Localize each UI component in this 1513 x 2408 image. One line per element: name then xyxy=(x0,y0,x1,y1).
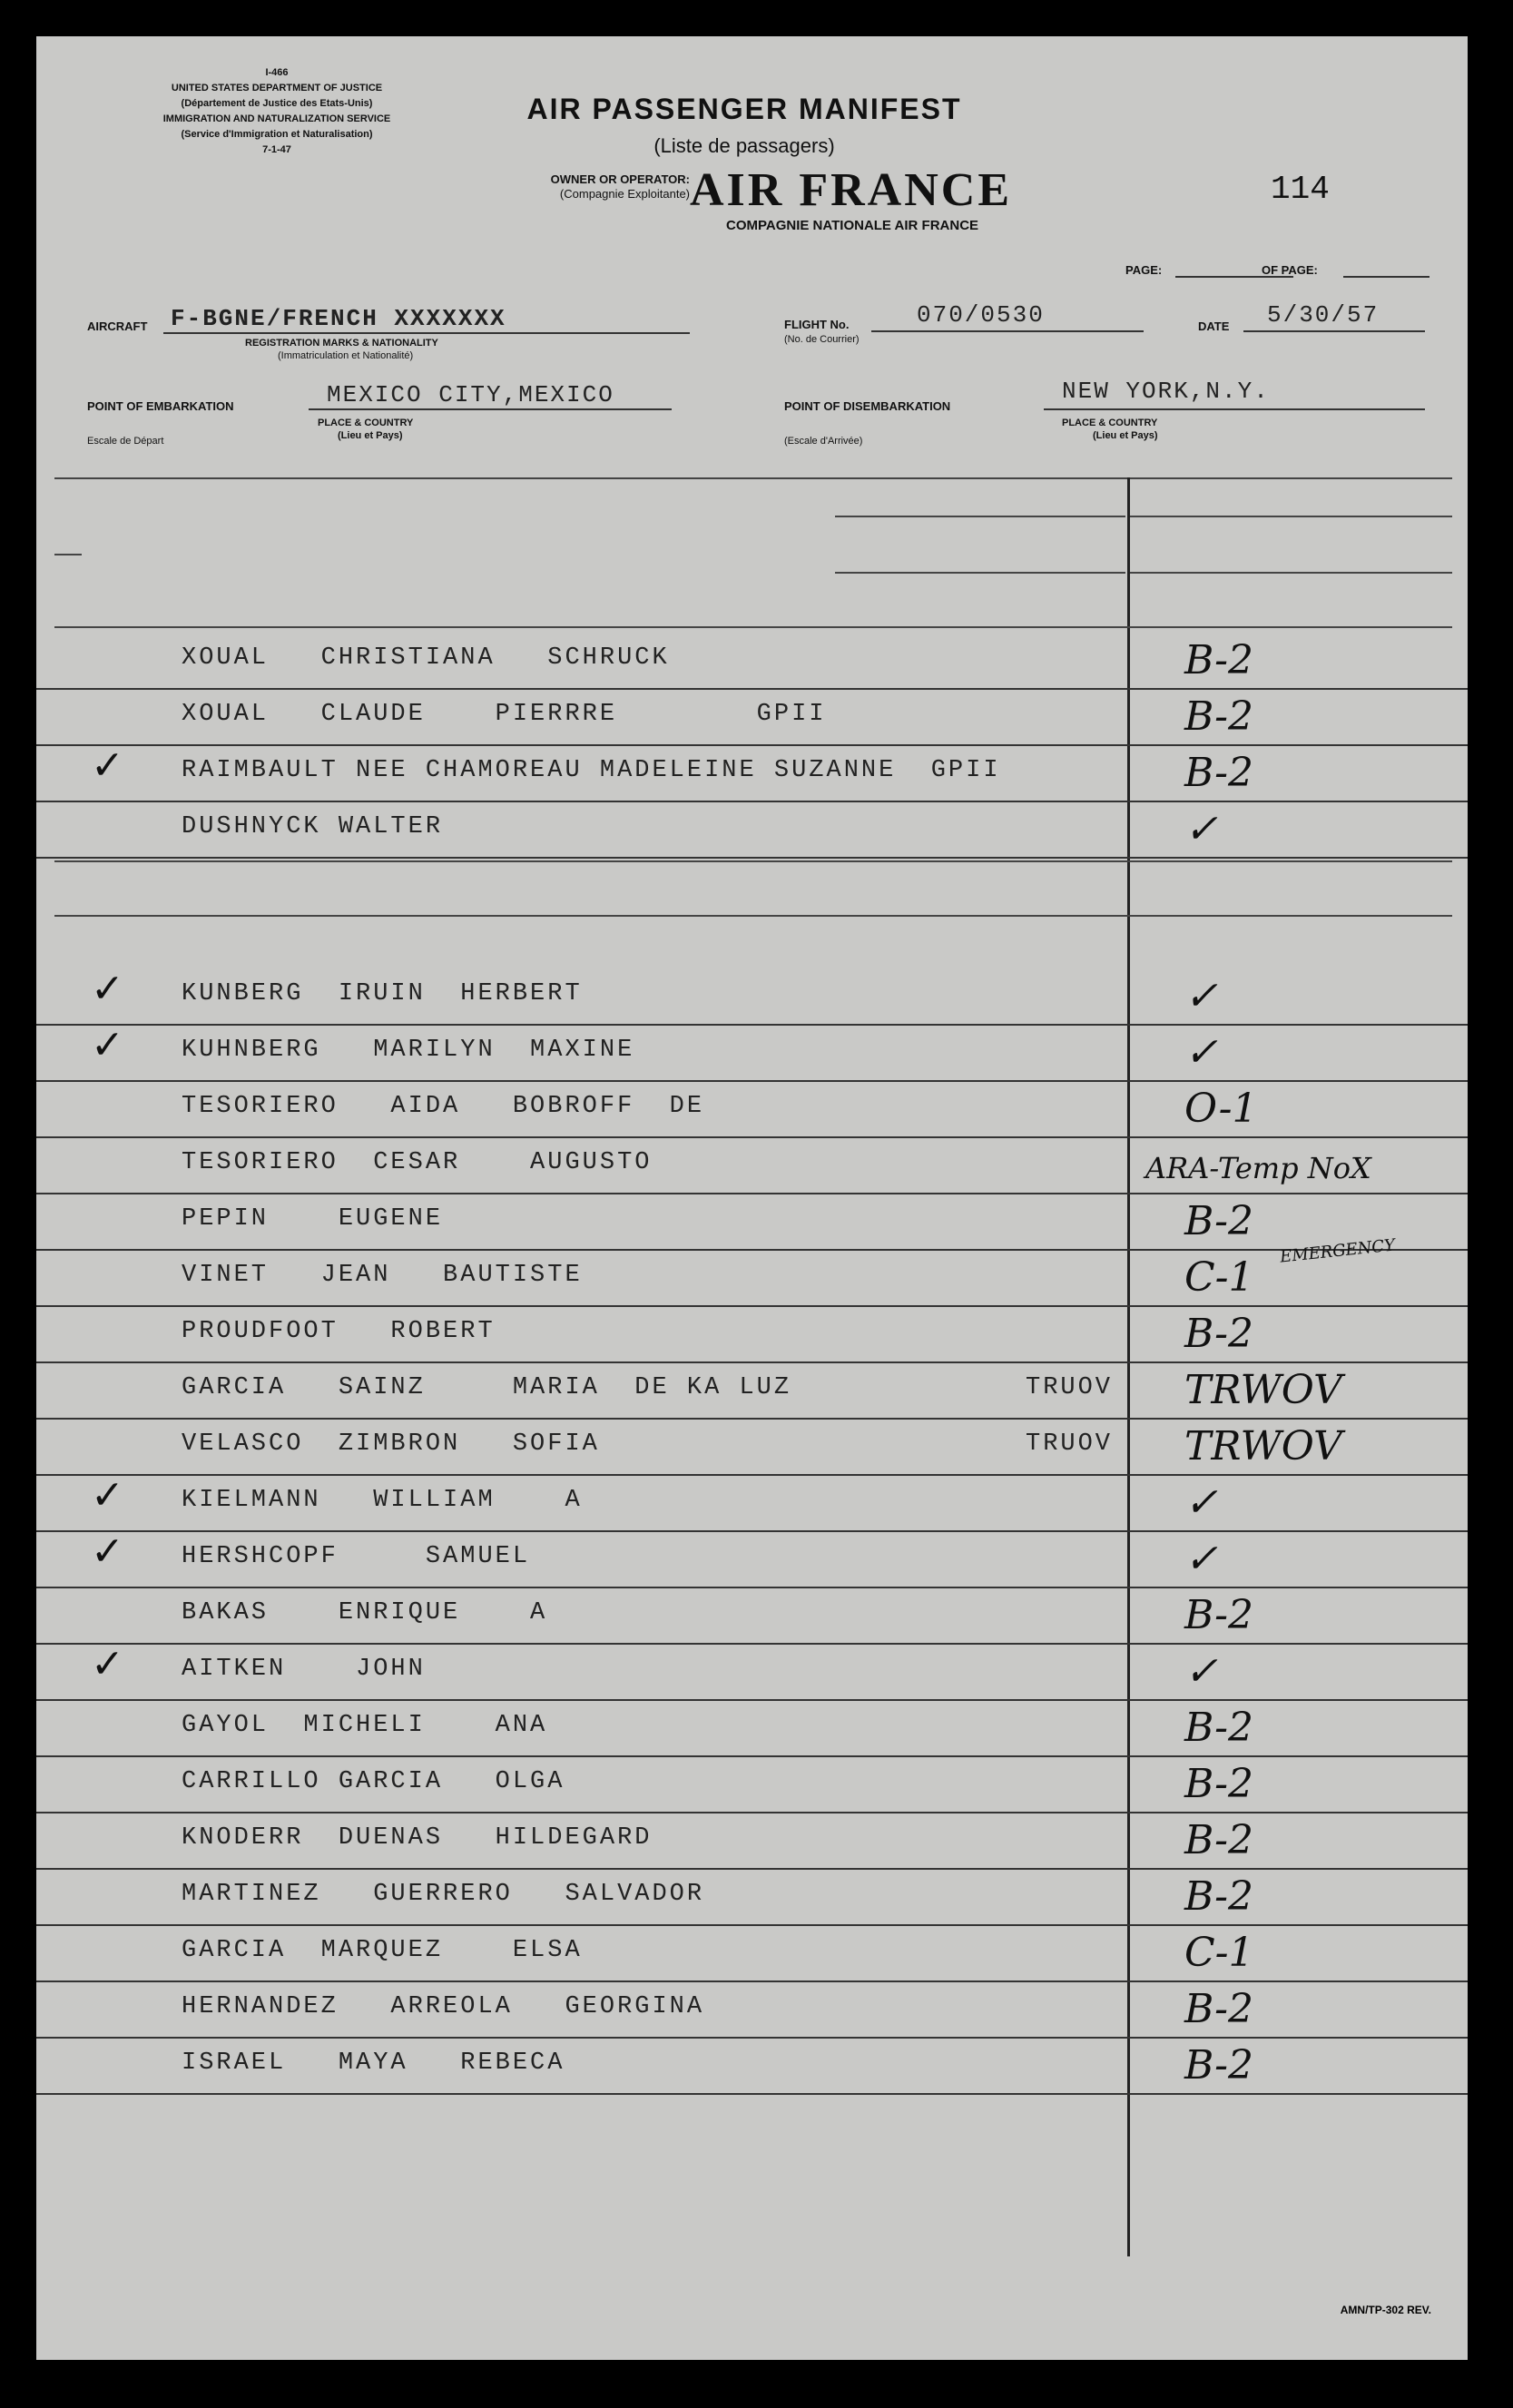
disembark-lieu-label: (Lieu et Pays) xyxy=(1093,430,1158,441)
passenger-row xyxy=(36,1421,1468,1476)
passenger-name: MARTINEZ GUERRERO SALVADOR xyxy=(182,1881,705,1908)
row-rule xyxy=(36,1249,1468,1251)
visa-status: ✓ xyxy=(1184,1029,1218,1076)
passenger-name: HERSHCOPF SAMUEL xyxy=(182,1543,531,1570)
department-header xyxy=(73,65,481,158)
passenger-name: XOUAL CLAUDE PIERRRE GPII xyxy=(182,701,827,728)
embarkation-label: POINT OF EMBARKATION xyxy=(87,399,234,413)
passenger-name: RAIMBAULT NEE CHAMOREAU MADELEINE SUZANNE GPII xyxy=(182,757,1001,784)
row-rule xyxy=(36,688,1468,690)
passenger-name: PEPIN EUGENE xyxy=(182,1205,444,1233)
visa-status: B-2 xyxy=(1184,1311,1254,1357)
passenger-row xyxy=(36,1309,1468,1363)
aircraft-sub-1: REGISTRATION MARKS & NATIONALITY xyxy=(245,338,438,349)
row-rule xyxy=(36,857,1468,859)
passenger-row xyxy=(36,1928,1468,1982)
owner-label-sub: (Compagnie Exploitante) xyxy=(559,187,690,201)
passenger-name: BAKAS ENRIQUE A xyxy=(182,1599,548,1627)
visa-status: TRWOV xyxy=(1184,1367,1342,1413)
company-name: COMPAGNIE NATIONALE AIR FRANCE xyxy=(726,218,979,233)
passenger-name: VINET JEAN BAUTISTE xyxy=(182,1262,583,1289)
row-rule xyxy=(36,1868,1468,1870)
check-mark-icon: ✓ xyxy=(91,743,124,788)
check-mark-icon: ✓ xyxy=(91,1529,124,1574)
dept-line-3: IMMIGRATION AND NATURALIZATION SERVICE xyxy=(162,113,391,124)
visa-status: B-2 xyxy=(1184,1592,1254,1638)
date-label: DATE xyxy=(1198,319,1230,333)
manifest-sheet xyxy=(36,36,1468,2360)
embark-sub: Escale de Départ xyxy=(87,436,164,447)
passenger-code: TRUOV xyxy=(1026,1374,1114,1401)
visa-status: B-2 xyxy=(1184,2042,1254,2089)
row-rule xyxy=(36,1924,1468,1926)
row-rule xyxy=(36,801,1468,802)
row-rule xyxy=(36,1812,1468,1813)
row-rule xyxy=(36,1980,1468,1982)
check-mark-icon: ✓ xyxy=(91,967,124,1011)
blank-row-rule xyxy=(54,915,1452,917)
visa-status: O-1 xyxy=(1184,1086,1258,1132)
visa-status: ✓ xyxy=(1184,973,1218,1019)
row-rule xyxy=(36,1305,1468,1307)
flight-label: FLIGHT No. xyxy=(784,318,850,331)
passenger-name: KUHNBERG MARILYN MAXINE xyxy=(182,1037,635,1064)
embark-place-label: PLACE & COUNTRY xyxy=(318,418,414,428)
visa-status: ARA-Temp NoX xyxy=(1145,1151,1371,1185)
of-page-label: OF PAGE: xyxy=(1262,263,1318,277)
embarkation-value: MEXICO CITY,MEXICO xyxy=(327,381,614,408)
check-mark-icon: ✓ xyxy=(91,1642,124,1686)
check-mark-icon: ✓ xyxy=(91,1023,124,1067)
row-rule xyxy=(36,1755,1468,1757)
passenger-row xyxy=(36,1084,1468,1138)
disembark-sub: (Escale d'Arrivée) xyxy=(784,436,863,447)
passenger-row xyxy=(36,1529,1468,1588)
visa-status: B-2 xyxy=(1184,1986,1254,2032)
passenger-name: GARCIA SAINZ MARIA DE KA LUZ xyxy=(182,1374,792,1401)
manifest-title: AIR PASSENGER MANIFEST xyxy=(526,93,962,125)
passenger-row xyxy=(36,1365,1468,1420)
passenger-name: AITKEN JOHN xyxy=(182,1656,426,1683)
visa-status: B-2 xyxy=(1184,750,1254,796)
visa-status: B-2 xyxy=(1184,1817,1254,1863)
row-rule xyxy=(36,1643,1468,1645)
emergency-annotation: EMERGENCY xyxy=(1279,1235,1396,1267)
passenger-row xyxy=(36,1815,1468,1870)
visa-status: ✓ xyxy=(1184,1536,1218,1582)
page-number: 114 xyxy=(1271,171,1330,208)
row-rule xyxy=(36,1080,1468,1082)
passenger-name: PROUDFOOT ROBERT xyxy=(182,1318,496,1345)
visa-status: C-1 xyxy=(1184,1930,1254,1976)
visa-status: ✓ xyxy=(1184,1479,1218,1526)
passenger-row xyxy=(36,1023,1468,1082)
check-mark-icon: ✓ xyxy=(91,1473,124,1518)
dept-line-4: (Service d'Immigration et Naturalisation) xyxy=(181,129,373,140)
date-value: 5/30/57 xyxy=(1267,301,1380,329)
visa-status: ✓ xyxy=(1184,806,1218,852)
passenger-name: HERNANDEZ ARREOLA GEORGINA xyxy=(182,1993,705,2020)
manifest-subtitle: (Liste de passagers) xyxy=(653,134,835,157)
flight-value: 070/0530 xyxy=(917,301,1045,329)
visa-status: B-2 xyxy=(1184,1705,1254,1751)
passenger-row xyxy=(36,967,1468,1026)
form-footer: AMN/TP-302 REV. xyxy=(1340,2304,1431,2316)
passenger-row xyxy=(36,1872,1468,1926)
row-rule xyxy=(36,2093,1468,2095)
passenger-row xyxy=(36,743,1468,802)
blank-row-rule xyxy=(54,860,1452,862)
passenger-row xyxy=(36,1473,1468,1532)
form-number: I-466 xyxy=(265,67,289,78)
page-label: PAGE: xyxy=(1125,263,1163,277)
visa-status: B-2 xyxy=(1184,637,1254,683)
visa-status: TRWOV xyxy=(1184,1423,1342,1469)
visa-status: B-2 xyxy=(1184,1198,1254,1244)
row-rule xyxy=(36,1136,1468,1138)
embark-lieu-label: (Lieu et Pays) xyxy=(338,430,403,441)
passenger-name: DUSHNYCK WALTER xyxy=(182,813,444,840)
passenger-row xyxy=(36,1984,1468,2039)
passenger-row xyxy=(36,1642,1468,1701)
passenger-row xyxy=(36,1196,1468,1251)
passenger-code: TRUOV xyxy=(1026,1430,1114,1458)
visa-status: C-1 xyxy=(1184,1254,1254,1301)
row-rule xyxy=(36,1193,1468,1194)
passenger-row xyxy=(36,1253,1468,1307)
passenger-row xyxy=(36,804,1468,859)
passenger-row xyxy=(36,1703,1468,1757)
flight-sub: (No. de Courrier) xyxy=(784,334,860,345)
disembark-place-label: PLACE & COUNTRY xyxy=(1062,418,1158,428)
visa-status: B-2 xyxy=(1184,693,1254,740)
row-rule xyxy=(36,744,1468,746)
dept-line-2: (Département de Justice des Etats-Unis) xyxy=(181,98,373,109)
passenger-name: ISRAEL MAYA REBECA xyxy=(182,2049,565,2077)
row-rule xyxy=(36,1587,1468,1588)
passenger-row xyxy=(36,1759,1468,1813)
visa-status: ✓ xyxy=(1184,1648,1218,1695)
owner-label-text: OWNER OR OPERATOR: xyxy=(550,172,690,186)
passenger-name: KNODERR DUENAS HILDEGARD xyxy=(182,1824,653,1852)
owner-label xyxy=(418,172,690,201)
airline-name: AIR FRANCE xyxy=(690,164,1012,216)
passenger-name: TESORIERO AIDA BOBROFF DE xyxy=(182,1093,705,1120)
aircraft-sub-2: (Immatriculation et Nationalité) xyxy=(278,350,414,361)
passenger-row xyxy=(36,635,1468,690)
passenger-name: GAYOL MICHELI ANA xyxy=(182,1712,548,1739)
row-rule xyxy=(36,2037,1468,2039)
aircraft-label: AIRCRAFT xyxy=(87,319,148,333)
aircraft-value: F-BGNE/FRENCH XXXXXXX xyxy=(171,305,506,332)
visa-status: B-2 xyxy=(1184,1873,1254,1920)
passenger-row xyxy=(36,1140,1468,1194)
passenger-name: GARCIA MARQUEZ ELSA xyxy=(182,1937,583,1964)
passenger-name: VELASCO ZIMBRON SOFIA xyxy=(182,1430,600,1458)
passenger-name: KUNBERG IRUIN HERBERT xyxy=(182,980,583,1007)
row-rule xyxy=(36,1530,1468,1532)
passenger-row xyxy=(36,2040,1468,2095)
row-rule xyxy=(36,1361,1468,1363)
dept-line-5: 7-1-47 xyxy=(262,144,291,155)
dept-line-1: UNITED STATES DEPARTMENT OF JUSTICE xyxy=(171,83,383,93)
disembarkation-value: NEW YORK,N.Y. xyxy=(1062,378,1270,405)
row-rule xyxy=(36,1418,1468,1420)
passenger-name: KIELMANN WILLIAM A xyxy=(182,1487,583,1514)
row-rule xyxy=(36,1699,1468,1701)
row-rule xyxy=(36,1474,1468,1476)
passenger-row xyxy=(36,1590,1468,1645)
passenger-name: XOUAL CHRISTIANA SCHRUCK xyxy=(182,644,670,672)
disembarkation-label: POINT OF DISEMBARKATION xyxy=(784,399,951,413)
visa-status: B-2 xyxy=(1184,1761,1254,1807)
passenger-name: CARRILLO GARCIA OLGA xyxy=(182,1768,565,1795)
passenger-row xyxy=(36,692,1468,746)
passenger-name: TESORIERO CESAR AUGUSTO xyxy=(182,1149,653,1176)
row-rule xyxy=(36,1024,1468,1026)
